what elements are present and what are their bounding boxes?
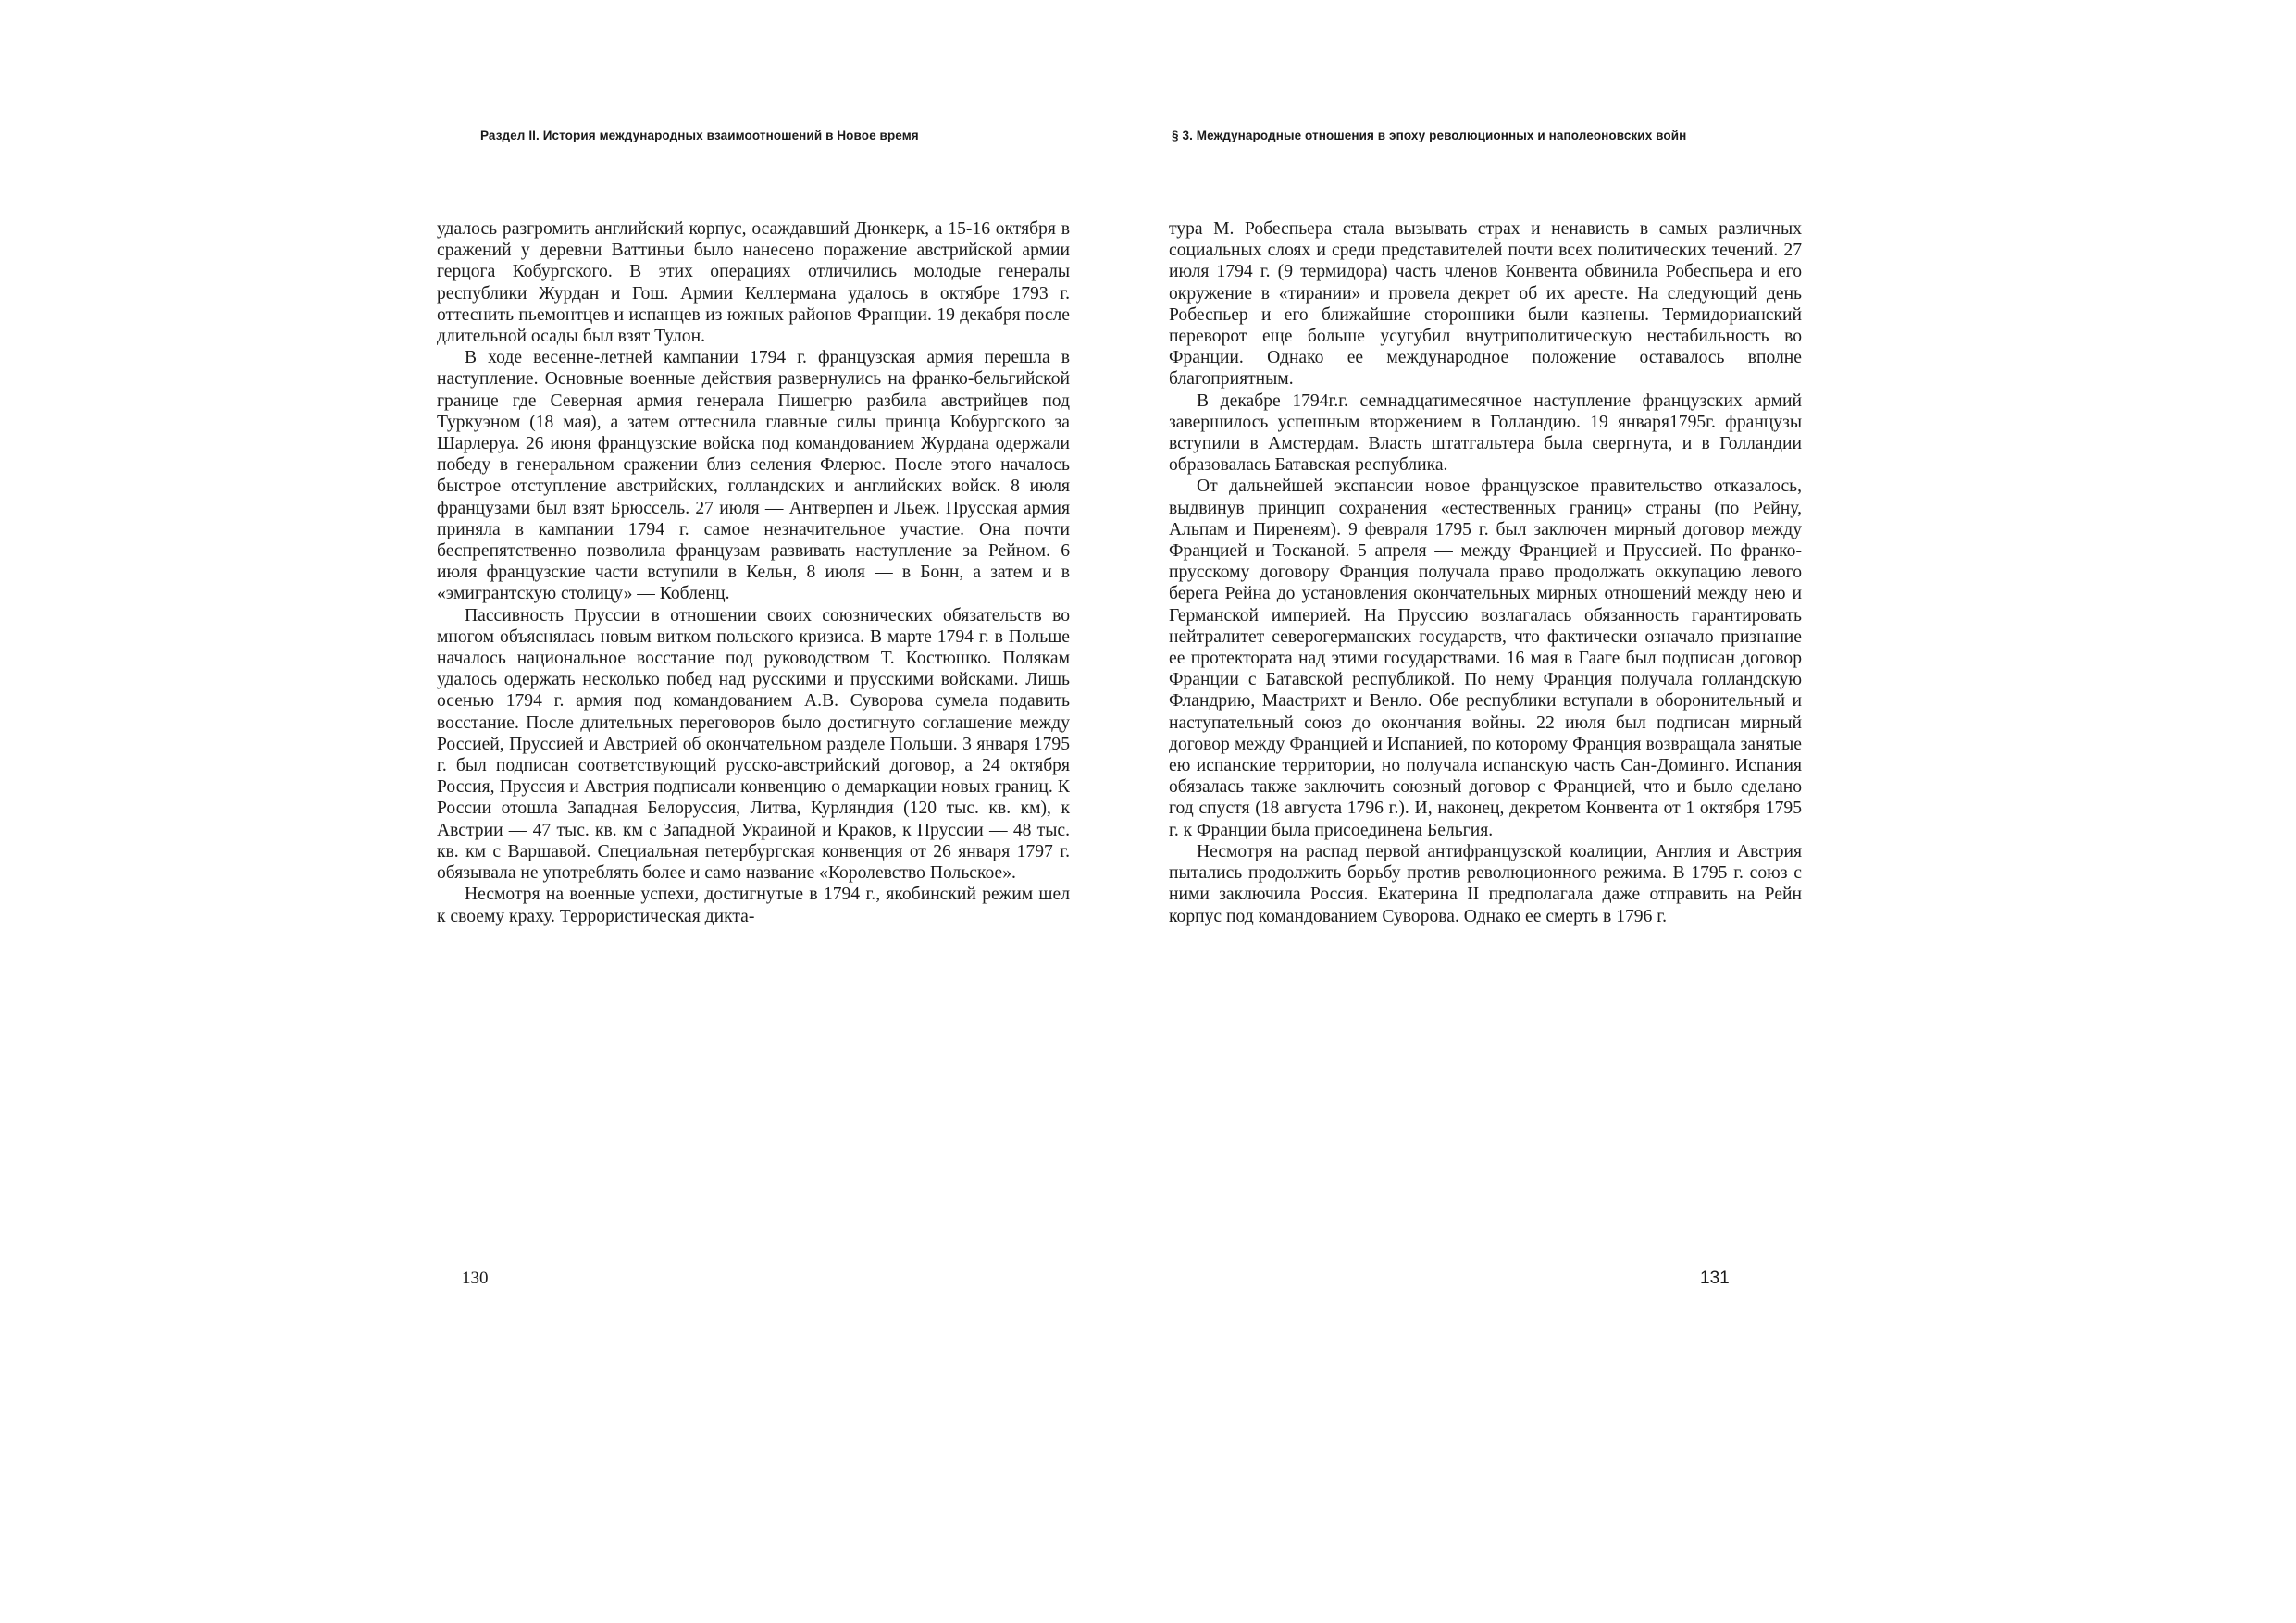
paragraph: Несмотря на распад первой антифранцузской коалиции, Англия и Австрия пытались продолжить борьбу против революционного режима. В 1795 г. союз с ними заключила Россия. Екатерина II предполагала даже отправить на Рейн корпус под командованием Суворова. Однако ее смерть в 1796 г. xyxy=(1169,841,1802,926)
body-text-left xyxy=(437,218,1070,927)
paragraph: От дальнейшей экспансии новое французское правительство отказалось, выдвинув принцип сохранения «естественных границ» страны (по Рейну, Альпам и Пиренеям). 9 февраля 1795 г. был заключен мирный договор между Францией и Тосканой. 5 апреля — между Францией и Пруссией. По франко-прусскому договору Франция получала право продолжать оккупацию левого берега Рейна до установления окончательных мирных отношений между нею и Германской империей. На Пруссию возлагалась обязанность гарантировать нейтралитет северогерманских государств, что фактически означало признание ее протектората над этими государствами. 16 мая в Гааге был подписан договор Франции с Батавской республикой. По нему Франция получала голландскую Фландрию, Маастрихт и Венло. Обе республики вступали в оборонительный и наступательный союз до окончания войны. 22 июля был подписан мирный договор между Францией и Испанией, по которому Франция возвращала занятые ею испанские территории, но получала испанскую часть Сан-Доминго. Испания обязалась также заключить союзный договор с Францией, что и было сделано год спустя (18 августа 1796 г.). И, наконец, декретом Конвента от 1 октября 1795 г. к Франции была присоединена Бельгия. xyxy=(1169,477,1802,840)
right-page xyxy=(1148,0,2296,1623)
paragraph: Несмотря на военные успехи, достигнутые в 1794 г., якобинский режим шел к своему краху. Террористическая дикта- xyxy=(437,885,1070,926)
running-head-left: Раздел II. История международных взаимоотношений в Новое время xyxy=(480,129,919,142)
page-number-right: 131 xyxy=(1700,1269,1730,1288)
paragraph: В ходе весенне-летней кампании 1794 г. французская армия перешла в наступление. Основные военные действия развернулись на франко-бельгийской границе где Северная армия генерала Пишегрю разбила австрийцев под Туркуэном (18 мая), а затем оттеснила главные силы принца Кобургского за Шарлеруа. 26 июня французские войска под командованием Журдана одержали победу в генеральном сражении близ селения Флерюс. После этого началось быстрое отступление австрийских, голландских и английских войск. 8 июля французами был взят Брюссель. 27 июля — Антверпен и Льеж. Прусская армия приняла в кампании 1794 г. самое незначительное участие. Она почти беспрепятственно позволила французам развивать наступление за Рейном. 6 июля французские части вступили в Кельн, 8 июля — в Бонн, а затем и в «эмигрантскую столицу» — Кобленц. xyxy=(437,348,1070,604)
paragraph: тура М. Робеспьера стала вызывать страх и ненависть в самых различных социальных слоях и среди представителей почти всех политических течений. 27 июля 1794 г. (9 термидора) часть членов Конвента обвинила Робеспьера и его окружение в «тирании» и провела декрет об их аресте. На следующий день Робеспьер и его ближайшие сторонники были казнены. Термидорианский переворот еще больше усугубил внутриполитическую нестабильность во Франции. Однако ее международное положение оставалось вполне благоприятным. xyxy=(1169,219,1802,390)
paragraph: В декабре 1794г.г. семнадцатимесячное наступление французских армий завершилось успешным вторжением в Голландию. 19 января1795г. французы вступили в Амстердам. Власть штатгальтера была свергнута, и в Голландии образовалась Батавская республика. xyxy=(1169,390,1802,476)
body-text-right xyxy=(1169,218,1802,927)
page-number-left: 130 xyxy=(462,1269,489,1288)
paragraph: удалось разгромить английский корпус, осаждавший Дюнкерк, а 15-16 октября в сражений у деревни Ваттиньи было нанесено поражение австрийской армии герцога Кобургского. В этих операциях отличились молодые генералы республики Журдан и Гош. Армии Келлермана удалось в октябре 1793 г. оттеснить пьемонтцев и испанцев из южных районов Франции. 19 декабря после длительной осады был взят Тулон. xyxy=(437,219,1070,347)
paragraph: Пассивность Пруссии в отношении своих союзнических обязательств во многом объяснялась новым витком польского кризиса. В марте 1794 г. в Польше началось национальное восстание под руководством Т. Костюшко. Полякам удалось одержать несколько побед над русскими и прусскими войсками. Лишь осенью 1794 г. армия под командованием А.В. Суворова сумела подавить восстание. После длительных переговоров было достигнуто соглашение между Россией, Пруссией и Австрией об окончательном разделе Польши. 3 января 1795 г. был подписан соответствующий русско-австрийский договор, а 24 октября Россия, Пруссия и Австрия подписали конвенцию о демаркации новых границ. К России отошла Западная Белоруссия, Литва, Курляндия (120 тыс. кв. км), к Австрии — 47 тыс. кв. км с Западной Украиной и Краков, к Пруссии — 48 тыс. кв. км с Варшавой. Специальная петербургская конвенция от 26 января 1797 г. обязывала не употреблять более и само название «Королевство Польское». xyxy=(437,605,1070,884)
running-head-right: § 3. Международные отношения в эпоху революционных и наполеоновских войн xyxy=(1172,129,1687,142)
